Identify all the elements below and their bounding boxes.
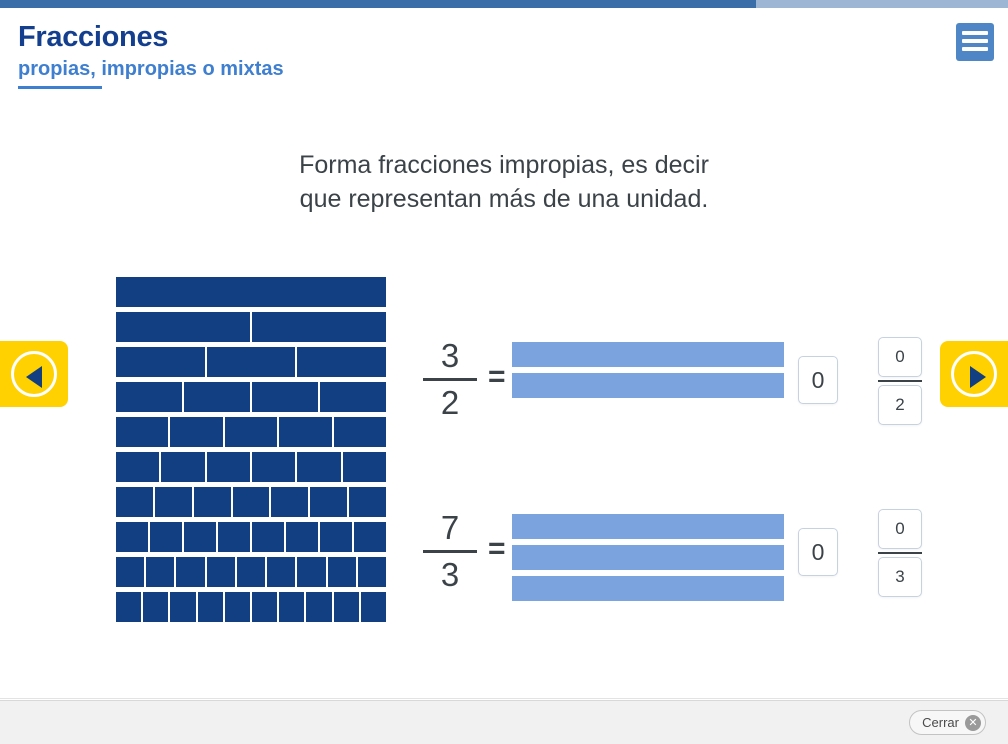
answer-denominator-2: 3 <box>878 557 922 597</box>
fraction-bar-cell <box>279 592 304 622</box>
fraction-bar-cell <box>170 417 222 447</box>
fraction-bar-cell <box>225 592 250 622</box>
next-arrow-circle <box>951 351 997 397</box>
menu-line <box>962 39 988 43</box>
fraction-bar-cell <box>170 592 195 622</box>
fraction-bar-cell <box>343 452 386 482</box>
exercise-2 <box>400 492 1008 622</box>
fraction-bar-cell <box>116 557 144 587</box>
answer-fraction-bar-1 <box>878 380 922 382</box>
fraction-bar-cell <box>252 312 386 342</box>
given-numerator-1: 3 <box>440 337 460 374</box>
close-circle-icon: ✕ <box>965 715 981 731</box>
equals-sign-2: = <box>488 532 506 565</box>
fraction-bar-cell <box>184 522 216 552</box>
fraction-bar-cell <box>279 417 331 447</box>
fraction-bar-cell <box>361 592 386 622</box>
fraction-bar-cell <box>252 592 277 622</box>
close-button-label: Cerrar <box>922 715 959 730</box>
fraction-bar-row <box>116 592 386 622</box>
fraction-bar-cell <box>358 557 386 587</box>
fraction-bar-cell <box>207 347 296 377</box>
fraction-bar-cell <box>194 487 231 517</box>
fraction-bar-row <box>116 487 386 517</box>
progress-bar-track <box>0 0 1008 8</box>
answer-fraction-1 <box>875 337 925 425</box>
fraction-bar-row <box>116 522 386 552</box>
fraction-bar-cell <box>267 557 295 587</box>
fraction-bar-cell <box>233 487 270 517</box>
fraction-bar-cell <box>334 592 359 622</box>
fraction-bar-cell <box>116 312 250 342</box>
previous-arrow-button[interactable] <box>0 341 68 407</box>
chevron-right-icon <box>970 366 986 388</box>
next-arrow-button[interactable] <box>940 341 1008 407</box>
header <box>0 8 1008 100</box>
answer-strip[interactable] <box>512 373 784 398</box>
fraction-bar-cell <box>354 522 386 552</box>
answer-numerator-input-2[interactable]: 0 <box>878 509 922 549</box>
fraction-bar-cell <box>146 557 174 587</box>
fraction-bar-cell <box>161 452 204 482</box>
subtitle-underline <box>18 86 102 89</box>
fraction-bar-cell <box>150 522 182 552</box>
fraction-bar-cell <box>116 417 168 447</box>
fraction-bar-cell <box>116 382 182 412</box>
fraction-bar-cell <box>252 382 318 412</box>
equals-sign-1: = <box>488 360 506 393</box>
instruction-line-1: Forma fracciones impropias, es decir <box>299 151 709 179</box>
fraction-bar-cell <box>297 347 386 377</box>
close-button[interactable] <box>909 710 986 735</box>
fraction-bar-row <box>116 557 386 587</box>
fraction-bar-cell <box>237 557 265 587</box>
fraction-bar-cell <box>176 557 204 587</box>
fraction-bar-cell <box>320 522 352 552</box>
answer-strip[interactable] <box>512 514 784 539</box>
strip-group-2[interactable] <box>512 514 784 601</box>
fraction-bar-cell <box>116 592 141 622</box>
fraction-bar-cell <box>198 592 223 622</box>
fraction-bar-cell <box>116 522 148 552</box>
fraction-bar-cell <box>334 417 386 447</box>
fraction-bar-cell <box>218 522 250 552</box>
fraction-bar-cell <box>207 557 235 587</box>
answer-denominator-1: 2 <box>878 385 922 425</box>
fraction-bar-row <box>116 417 386 447</box>
page-subtitle: propias, impropias o mixtas <box>18 58 284 80</box>
fraction-bar-row <box>116 347 386 377</box>
fraction-bar-cell <box>349 487 386 517</box>
fraction-bar-cell <box>328 557 356 587</box>
fraction-bar-cell <box>252 452 295 482</box>
fraction-bar-cell <box>116 487 153 517</box>
instruction-text <box>0 148 1008 216</box>
fraction-bar-row <box>116 382 386 412</box>
fraction-bar-cell <box>306 592 331 622</box>
footer-bar <box>0 700 1008 744</box>
answer-fraction-2 <box>875 509 925 597</box>
fraction-bar-cell <box>116 347 205 377</box>
fraction-bar-cell <box>297 557 325 587</box>
given-fraction-1 <box>420 336 480 423</box>
whole-number-input-1[interactable]: 0 <box>798 356 838 404</box>
exercise-1 <box>400 320 1008 450</box>
answer-strip[interactable] <box>512 342 784 367</box>
menu-line <box>962 47 988 51</box>
fraction-bar-cell <box>297 452 340 482</box>
fraction-bar-cell <box>320 382 386 412</box>
instruction-line-2: que representan más de una unidad. <box>299 185 709 213</box>
fraction-bar <box>423 550 477 553</box>
answer-strip[interactable] <box>512 576 784 601</box>
answer-fraction-bar-2 <box>878 552 922 554</box>
chevron-left-icon <box>26 366 42 388</box>
fraction-bar-cell <box>286 522 318 552</box>
fraction-bar-row <box>116 312 386 342</box>
fraction-bar-cell <box>207 452 250 482</box>
fraction-bar-cell <box>116 452 159 482</box>
fraction-bar-cell <box>225 417 277 447</box>
fraction-bar-cell <box>116 277 386 307</box>
menu-line <box>962 31 988 35</box>
given-numerator-2: 7 <box>440 509 460 546</box>
fraction-bar-cell <box>271 487 308 517</box>
given-denominator-2: 3 <box>440 556 460 593</box>
hamburger-menu-icon[interactable] <box>956 23 994 61</box>
fraction-bar-cell <box>252 522 284 552</box>
fraction-bar-cell <box>143 592 168 622</box>
answer-numerator-input-1[interactable]: 0 <box>878 337 922 377</box>
fraction-bar-cell <box>310 487 347 517</box>
given-denominator-1: 2 <box>440 384 460 421</box>
previous-arrow-circle <box>11 351 57 397</box>
fraction-bar-cell <box>155 487 192 517</box>
fraction-bar <box>423 378 477 381</box>
fraction-bar-row <box>116 277 386 307</box>
page-title: Fracciones <box>18 21 169 53</box>
answer-strip[interactable] <box>512 545 784 570</box>
strip-group-1[interactable] <box>512 342 784 398</box>
progress-bar-fill <box>0 0 756 8</box>
whole-number-input-2[interactable]: 0 <box>798 528 838 576</box>
fraction-bars-diagram <box>116 277 386 627</box>
given-fraction-2 <box>420 508 480 595</box>
fraction-bar-row <box>116 452 386 482</box>
fraction-bar-cell <box>184 382 250 412</box>
